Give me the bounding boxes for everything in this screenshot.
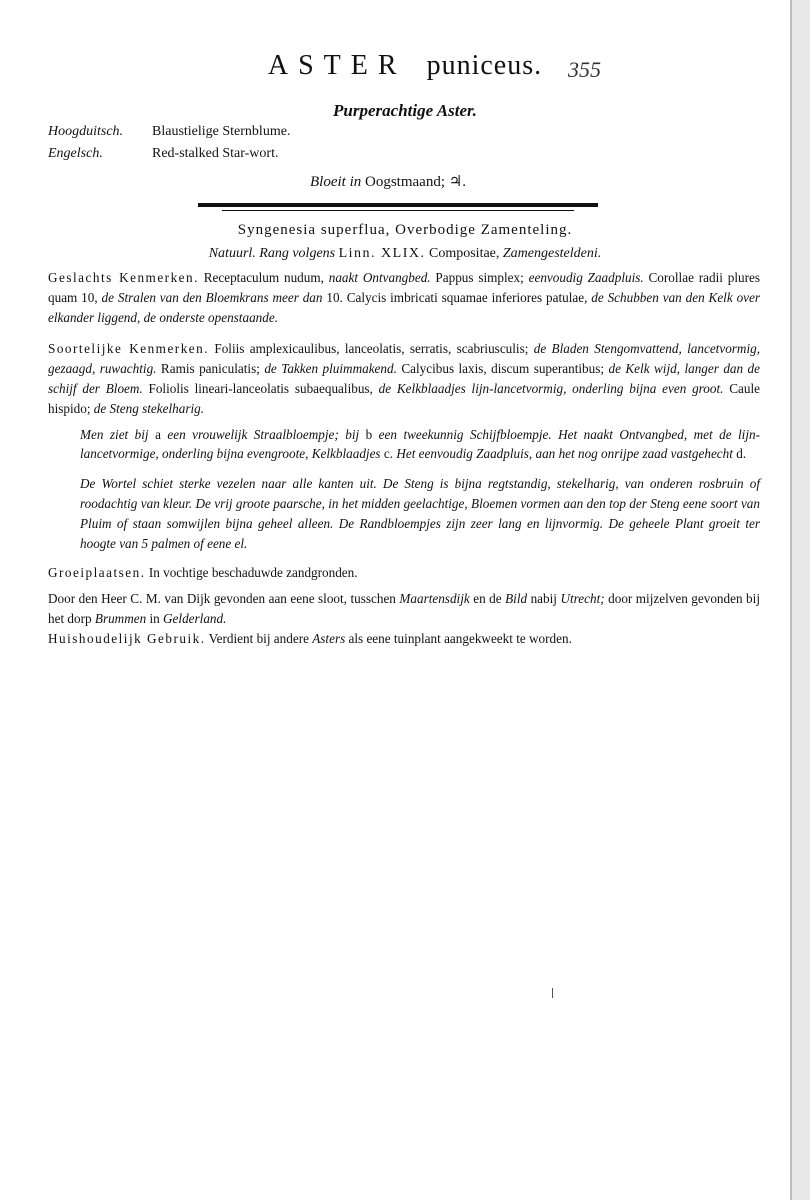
text-run: de Kelkblaadjes lijn-lancetvormig, onderling bijna even groot. bbox=[378, 380, 724, 396]
text-run: de Steng stekelharig. bbox=[93, 400, 205, 416]
page-edge-shadow bbox=[790, 0, 810, 1200]
text-run: en de bbox=[469, 591, 506, 607]
vernacular-name-row bbox=[48, 124, 290, 140]
species-characters bbox=[48, 339, 760, 418]
text-run: door mijzelven gevonden bij het dorp bbox=[48, 591, 760, 626]
text-run: Foliolis lineari-lanceolatis subaequalibus, bbox=[142, 380, 379, 396]
section-heading: Huishoudelijk Gebruik. bbox=[48, 630, 206, 646]
thick-divider bbox=[198, 203, 598, 207]
natural-rank: Natuurl. Rang volgens Linn. XLIX. Compositae, Zamengesteldeni. bbox=[208, 246, 602, 261]
locality-text bbox=[48, 589, 760, 629]
text-run: de Bladen Stengomvattend, lancetvormig, gezaagd, ruwachtig. bbox=[48, 341, 760, 377]
text-run: Calycibus laxis, discum superantibus; bbox=[396, 361, 609, 377]
stray-mark bbox=[552, 988, 553, 998]
text-run: Brummen bbox=[94, 610, 147, 626]
vernacular-name: Blaustielige Sternblume. bbox=[152, 124, 291, 139]
text-run: een tweekunnig Schijfbloempje. Het naakt Ontvangbed, met de lijn-lancetvormige, onderling bijna evengroote, Kelkblaadjes bbox=[80, 426, 760, 462]
text-run: Men ziet bij bbox=[80, 426, 156, 442]
main-text bbox=[48, 268, 760, 649]
text-run: d. bbox=[736, 446, 747, 462]
text-run: de Takken pluimmakend. bbox=[264, 361, 397, 377]
text-run: b bbox=[365, 426, 373, 442]
text-run: Corollae radii plures quam 10, bbox=[48, 270, 760, 305]
text-run: Gelderland. bbox=[163, 610, 227, 626]
genus-characters bbox=[48, 268, 760, 327]
text-run: Bild bbox=[505, 591, 528, 607]
text-run: c. bbox=[383, 446, 394, 462]
linnaean-classification: Syngenesia superflua, Overbodige Zamenteling. bbox=[237, 222, 573, 238]
figure-description bbox=[48, 425, 760, 465]
vernacular-name: Red-stalked Star-wort. bbox=[152, 146, 279, 161]
text-run: Foliis amplexicaulibus, lanceolatis, serratis, scabriusculis; bbox=[209, 341, 534, 357]
bloom-label: Bloeit in bbox=[310, 174, 362, 190]
text-run: Door den Heer C. M. van Dijk gevonden aan eene sloot, tusschen bbox=[48, 591, 400, 607]
section-heading: Soortelijke Kenmerken. bbox=[48, 341, 210, 357]
plant-description: De Wortel schiet sterke vezelen naar alle kanten uit. De Steng is bijna regtstandig, stekelharig, van onderen rosbruin of roodachtig van kleur. De vrij groote paarsche, in het midden geelachtige, Bloemen vormen aan den top der Steng eene soort van Pluim of staan somwijlen bijna geheel alleen. De Randbloempjes zijn zeer lang en lijnvormig. De geheele Plant groeit ter hoogte van 5 palmen of eene el. bbox=[80, 476, 760, 551]
habitat bbox=[48, 563, 760, 583]
text-run: Verdient bij andere bbox=[205, 630, 313, 646]
text-run: in bbox=[146, 610, 164, 626]
thin-divider bbox=[222, 210, 574, 211]
use-text bbox=[206, 631, 572, 646]
habitat-text: In vochtige beschaduwde zandgronden. bbox=[145, 565, 358, 581]
text-run: 10. Calycis imbricati squamae inferiores patulae, bbox=[322, 289, 592, 305]
species-name: puniceus. bbox=[426, 50, 543, 81]
text-run: Utrecht; bbox=[560, 591, 605, 607]
text-run: een vrouwelijk Straalbloempje; bij bbox=[160, 426, 366, 442]
text-run: Receptaculum nudum, bbox=[198, 270, 329, 285]
text-run: als eene tuinplant aangekweekt te worden. bbox=[345, 630, 572, 646]
vernacular-language: Engelsch. bbox=[48, 146, 103, 161]
text-run: a bbox=[155, 426, 161, 442]
section-heading: Groeiplaatsen. bbox=[48, 565, 146, 581]
text-run: Het eenvoudig Zaadpluis, aan het nog onrijpe zaad vastgehecht bbox=[393, 446, 737, 462]
vernacular-language: Hoogduitsch. bbox=[48, 124, 124, 139]
text-run: de Schubben van den Kelk over elkander liggend, de onderste openstaande. bbox=[48, 289, 760, 325]
text-run: de Kelk wijd, langer dan de schijf der Bloem. bbox=[48, 361, 760, 396]
text-run: Maartensdijk bbox=[399, 591, 470, 607]
handwritten-page-number: 355 bbox=[568, 57, 601, 82]
household-use bbox=[48, 629, 760, 649]
text-run: Asters bbox=[312, 630, 346, 646]
text-run: Caule hispido; bbox=[48, 380, 760, 416]
flowering-time bbox=[310, 172, 466, 191]
genus-name: ASTER bbox=[267, 50, 407, 81]
text-run: eenvoudig Zaadpluis. bbox=[528, 270, 644, 285]
section-heading: Geslachts Kenmerken. bbox=[48, 270, 199, 285]
dutch-common-name: Purperachtige Aster. bbox=[333, 101, 477, 120]
page-title bbox=[0, 50, 810, 82]
vernacular-name-row bbox=[48, 146, 278, 162]
text-run: Ramis paniculatis; bbox=[156, 361, 265, 377]
perennial-symbol: ♃. bbox=[448, 174, 466, 190]
text-run: nabij bbox=[527, 591, 561, 607]
text-run: naakt Ontvangbed. bbox=[328, 270, 431, 285]
text-run: Pappus simplex; bbox=[430, 270, 529, 285]
bloom-month: Oogstmaand; bbox=[365, 174, 445, 190]
text-run: de Stralen van den Bloemkrans meer dan bbox=[101, 289, 323, 305]
